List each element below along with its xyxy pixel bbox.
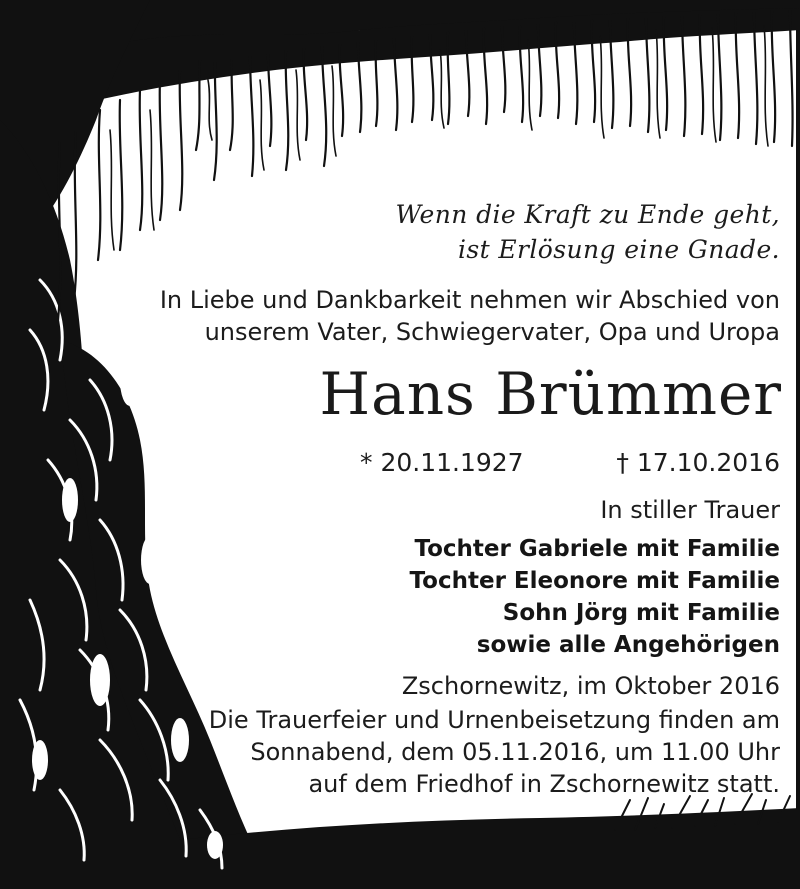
family-line-2: Tochter Eleonore mit Familie — [409, 568, 780, 594]
ceremony-line-1: Die Trauerfeier und Urnenbeisetzung finden am — [208, 706, 780, 734]
ceremony-line-3: auf dem Friedhof in Zschornewitz statt. — [308, 770, 780, 798]
family-line-1: Tochter Gabriele mit Familie — [414, 536, 780, 562]
intro-line-1: In Liebe und Dankbarkeit nehmen wir Abschied von — [159, 286, 780, 314]
place-date: Zschornewitz, im Oktober 2016 — [401, 672, 780, 700]
intro-line-2: unserem Vater, Schwiegervater, Opa und Uropa — [204, 318, 780, 346]
life-dates — [360, 448, 780, 482]
motto-line-2: ist Erlösung eine Gnade. — [457, 235, 780, 264]
family-line-4: sowie alle Angehörigen — [476, 632, 780, 658]
motto-line-1: Wenn die Kraft zu Ende geht, — [395, 200, 780, 229]
mourning-label: In stiller Trauer — [600, 496, 780, 524]
ceremony-line-2: Sonnabend, dem 05.11.2016, um 11.00 Uhr — [250, 738, 780, 766]
death-date: † 17.10.2016 — [616, 448, 780, 477]
family-line-3: Sohn Jörg mit Familie — [502, 600, 780, 626]
deceased-name: Hans Brümmer — [319, 360, 782, 428]
birth-date: * 20.11.1927 — [360, 448, 524, 477]
